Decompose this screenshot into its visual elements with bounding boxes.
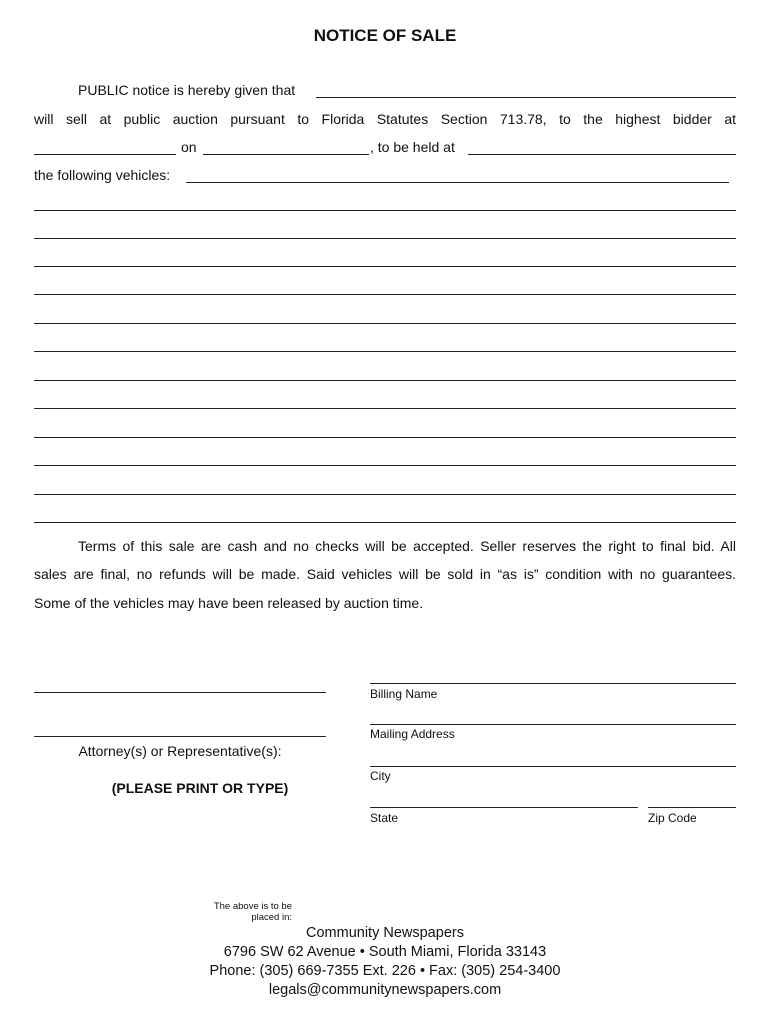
newspaper-address: 6796 SW 62 Avenue • South Miami, Florida 33143 [223, 944, 547, 960]
zip-label: Zip Code [648, 811, 697, 825]
vehicle-line-field[interactable] [34, 210, 736, 211]
city-field[interactable] [370, 766, 736, 767]
city-label: City [370, 769, 391, 783]
intro-held-label: , to be held at [370, 139, 455, 155]
placement-note-line1: The above is to be [213, 901, 292, 912]
vehicle-line-field[interactable] [34, 494, 736, 495]
billing-name-label: Billing Name [370, 687, 438, 701]
newspaper-name: Community Newspapers [306, 925, 464, 941]
billing-name-field[interactable] [370, 683, 736, 684]
mailing-address-field[interactable] [370, 724, 736, 725]
intro-line2-text: will sell at public auction pursuant to Florida Statutes Section 713.78, to the highest bidder at [34, 111, 736, 127]
terms-line-2: sales are final, no refunds will be made. Said vehicles will be sold in “as is” condition with no guarantees. [34, 566, 736, 582]
placement-note-line2: placed in: [251, 912, 292, 923]
page-title: NOTICE OF SALE [313, 26, 457, 45]
vehicle-line-field[interactable] [34, 238, 736, 239]
zip-field[interactable] [648, 807, 736, 808]
intro-on-label: on [181, 139, 197, 155]
vehicle-line-field[interactable] [34, 522, 736, 523]
vehicle-line-field[interactable] [34, 465, 736, 466]
intro-line1-label: PUBLIC notice is hereby given that [78, 82, 296, 98]
sale-location-field[interactable] [468, 154, 736, 155]
attorney-label: Attorney(s) or Representative(s): [78, 743, 282, 759]
newspaper-phone: Phone: (305) 669-7355 Ext. 226 • Fax: (305) 254-3400 [209, 963, 561, 979]
terms-line-1: Terms of this sale are cash and no checks will be accepted. Seller reserves the right to final bid. All [78, 538, 736, 554]
intro-vehicles-label: the following vehicles: [34, 167, 171, 183]
vehicle-line-field[interactable] [34, 351, 736, 352]
signature-line[interactable] [34, 736, 326, 737]
terms-line-3: Some of the vehicles may have been released by auction time. [34, 595, 424, 611]
state-field[interactable] [370, 807, 638, 808]
newspaper-block [0, 924, 770, 1000]
seller-name-field[interactable] [316, 97, 736, 98]
vehicle-line-field[interactable] [186, 182, 729, 183]
sale-time-field[interactable] [34, 154, 176, 155]
vehicle-line-field[interactable] [34, 323, 736, 324]
sale-date-field[interactable] [203, 154, 369, 155]
vehicle-line-field[interactable] [34, 437, 736, 438]
signature-line[interactable] [34, 692, 326, 693]
vehicle-line-field[interactable] [34, 408, 736, 409]
vehicle-line-field[interactable] [34, 266, 736, 267]
placement-note [180, 901, 292, 923]
vehicle-line-field[interactable] [34, 380, 736, 381]
mailing-address-label: Mailing Address [370, 727, 455, 741]
newspaper-email: legals@communitynewspapers.com [268, 982, 502, 998]
vehicle-line-field[interactable] [34, 294, 736, 295]
print-instruction: (PLEASE PRINT OR TYPE) [111, 780, 289, 796]
state-label: State [370, 811, 399, 825]
